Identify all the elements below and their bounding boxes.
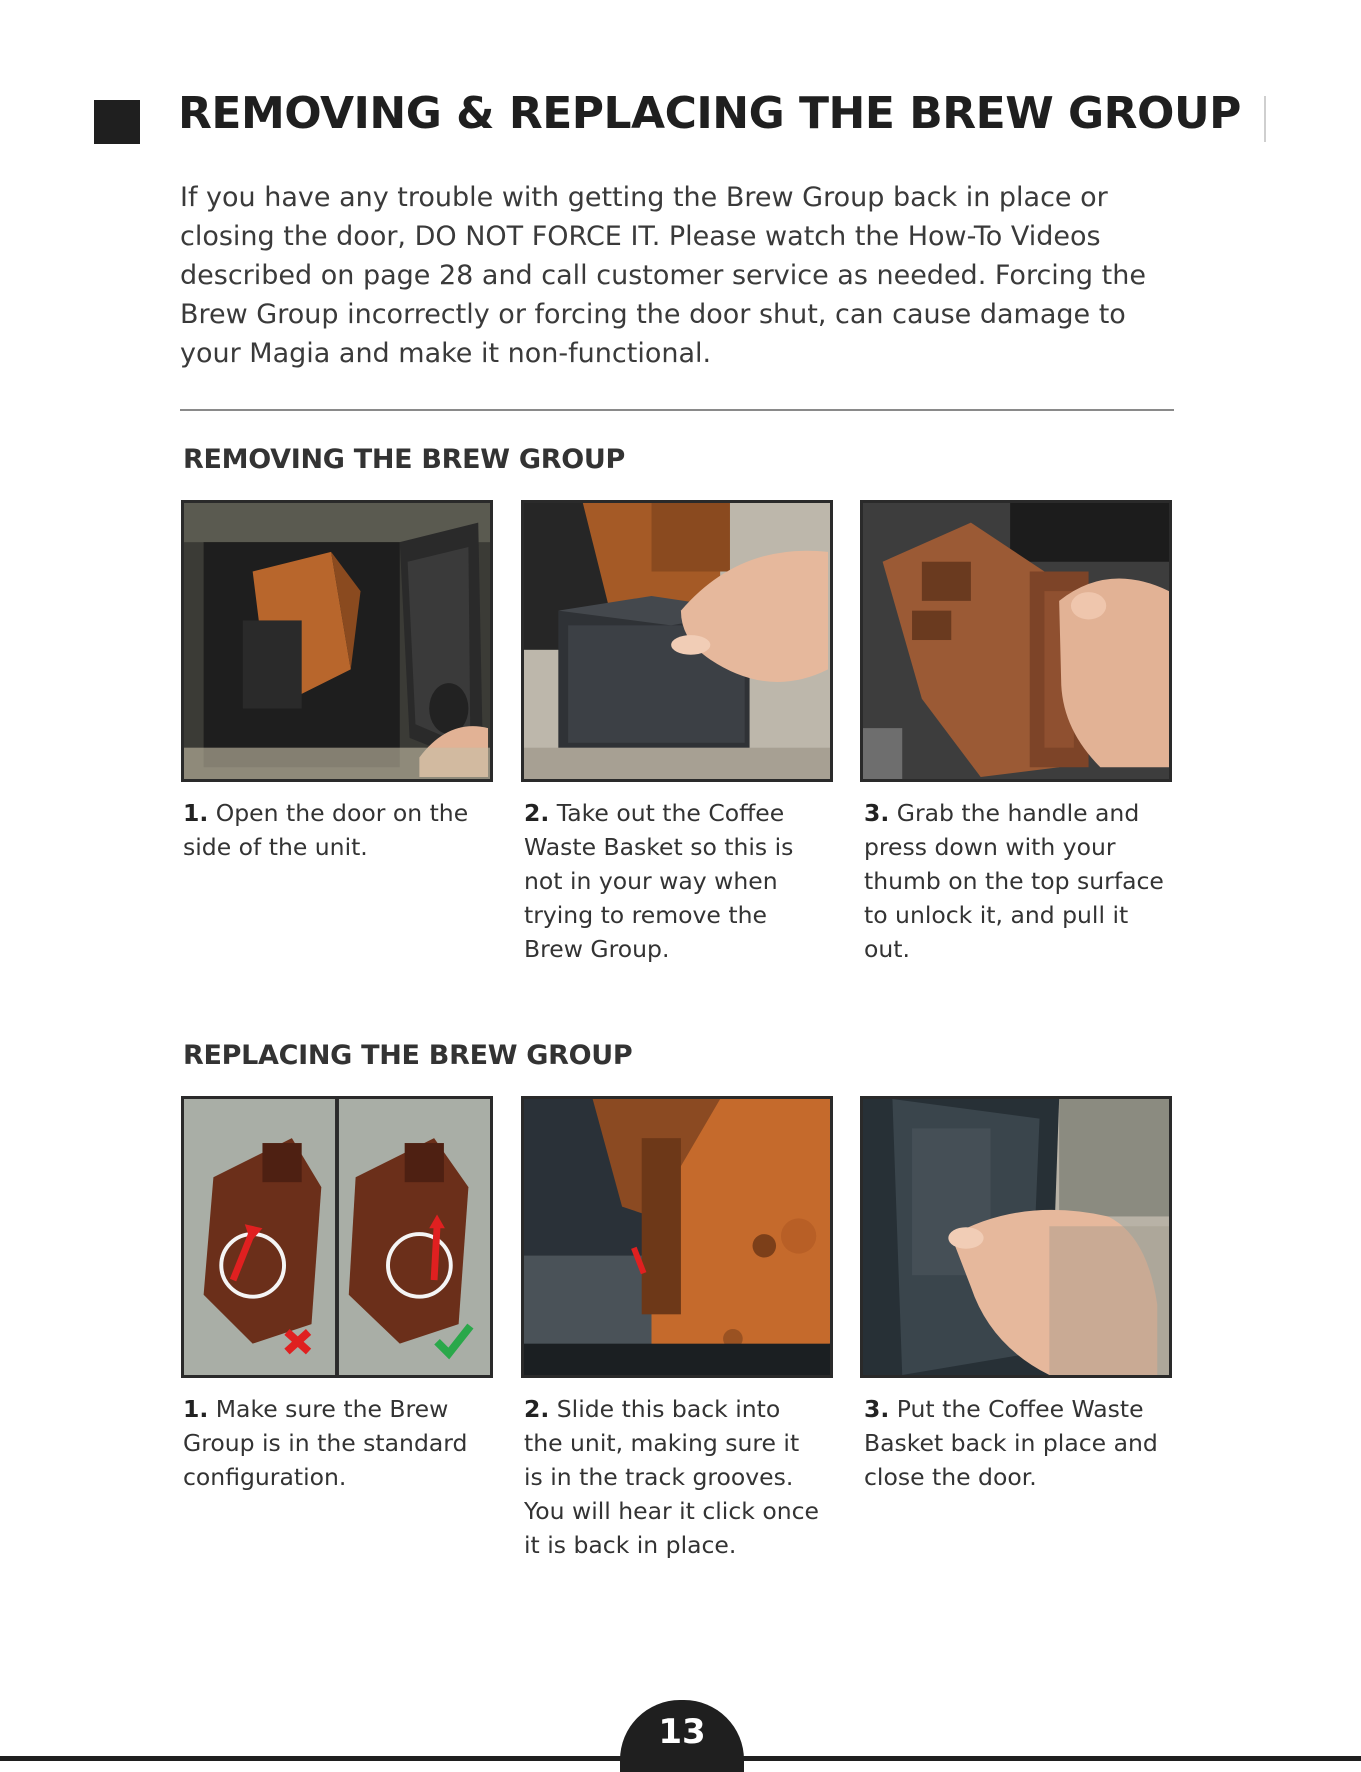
- step-number: 1.: [183, 1395, 209, 1423]
- replacing-step-3-photo: [860, 1096, 1172, 1378]
- step-number: 3.: [864, 799, 890, 827]
- replacing-heading: REPLACING THE BREW GROUP: [183, 1040, 633, 1071]
- step-text: Put the Coffee Waste Basket back in place and close the door.: [864, 1395, 1158, 1491]
- removing-step-2-caption: [524, 796, 824, 966]
- margin-rule: [1264, 96, 1266, 142]
- page-title: REMOVING & REPLACING THE BREW GROUP: [178, 88, 1241, 139]
- replacing-step-3-caption: [864, 1392, 1164, 1494]
- step-text: Open the door on the side of the unit.: [183, 799, 469, 861]
- open-door-illustration: [184, 503, 490, 779]
- close-door-illustration: [863, 1099, 1169, 1375]
- step-number: 1.: [183, 799, 209, 827]
- step-number: 2.: [524, 799, 550, 827]
- pull-brew-group-illustration: [863, 503, 1169, 779]
- bottom-rule: [0, 1756, 1361, 1761]
- slide-in-illustration: [524, 1099, 830, 1375]
- step-number: 2.: [524, 1395, 550, 1423]
- configuration-comparison-illustration: [184, 1099, 490, 1375]
- replacing-step-1-caption: [183, 1392, 483, 1494]
- step-text: Take out the Coffee Waste Basket so this is not in your way when trying to remove the Brew Group.: [524, 799, 794, 963]
- removing-step-1-caption: [183, 796, 483, 864]
- step-text: Grab the handle and press down with your thumb on the top surface to unlock it, and pull it out.: [864, 799, 1164, 963]
- removing-heading: REMOVING THE BREW GROUP: [183, 444, 626, 475]
- intro-warning: If you have any trouble with getting the Brew Group back in place or closing the door, DO NOT FORCE IT. Please watch the How-To Videos described on page 28 and call customer service as needed. Forcing the Brew Group incorrectly or forcing the door shut, can cause damage to your Magia and make it non-functional.: [180, 182, 1146, 369]
- step-number: 3.: [864, 1395, 890, 1423]
- replacing-step-2-caption: [524, 1392, 824, 1562]
- step-text: Slide this back into the unit, making sure it is in the track grooves. You will hear it click once it is back in place.: [524, 1395, 819, 1559]
- removing-step-2-photo: [521, 500, 833, 782]
- page-number-badge: 13: [620, 1700, 744, 1772]
- removing-step-1-photo: [181, 500, 493, 782]
- waste-basket-illustration: [524, 503, 830, 779]
- section-divider: [180, 409, 1174, 411]
- title-square-icon: [94, 100, 140, 144]
- replacing-step-2-photo: [521, 1096, 833, 1378]
- removing-step-3-photo: [860, 500, 1172, 782]
- removing-step-3-caption: [864, 796, 1164, 966]
- step-text: Make sure the Brew Group is in the standard configuration.: [183, 1395, 468, 1491]
- replacing-step-1-photo: [181, 1096, 493, 1378]
